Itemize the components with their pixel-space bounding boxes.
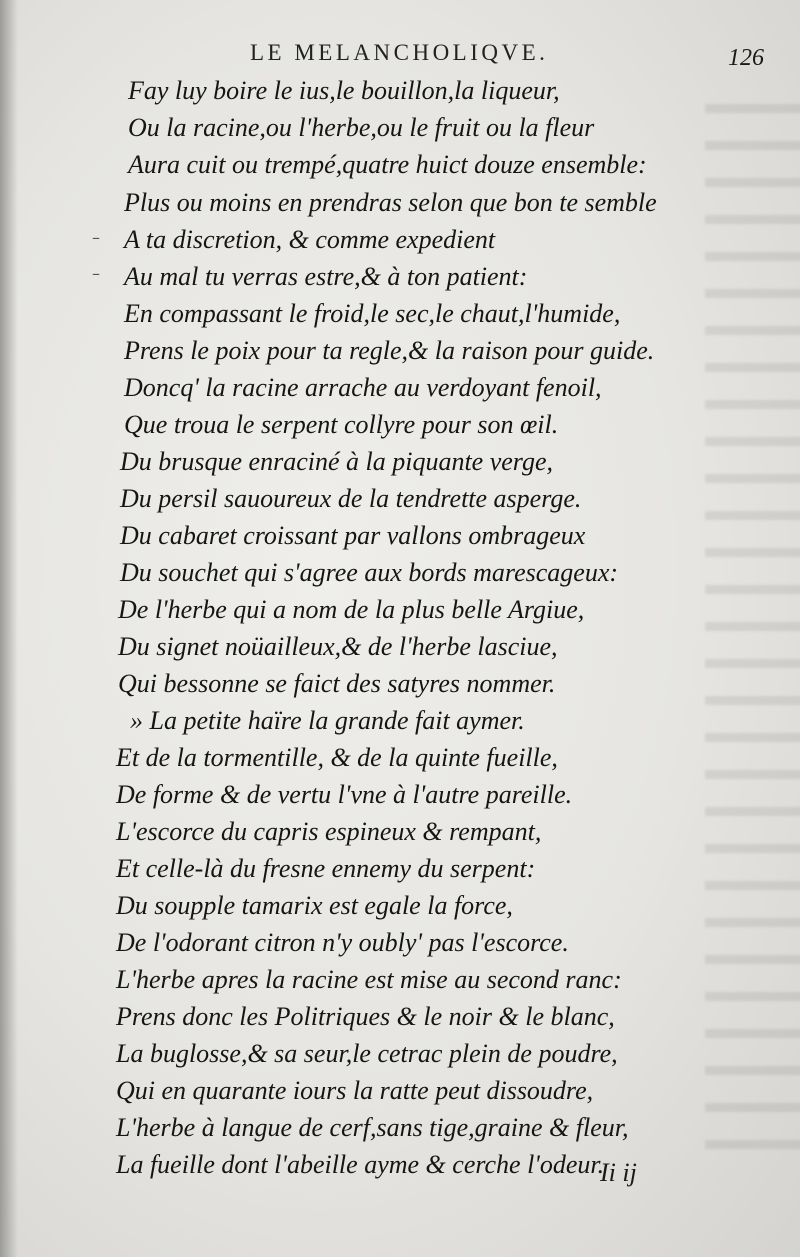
verse-line: Qui bessonne se faict des satyres nommer. xyxy=(118,669,556,698)
show-through-text xyxy=(705,80,800,1160)
verse-line: A ta discretion, & comme expedient xyxy=(124,225,496,254)
verse-line: De l'herbe qui a nom de la plus belle Argiue, xyxy=(118,595,585,624)
verse-line: Du soupple tamarix est egale la force, xyxy=(116,891,513,920)
verse-line: Du signet noüailleux,& de l'herbe lasciue, xyxy=(118,632,558,661)
verse-line: Du brusque enraciné à la piquante verge, xyxy=(120,447,553,476)
verse-line: L'herbe à langue de cerf,sans tige,graine & fleur, xyxy=(116,1113,629,1142)
verse-line: Du souchet qui s'agree aux bords marescageux: xyxy=(120,558,619,587)
verse-line: Du cabaret croissant par vallons ombrageux xyxy=(120,521,586,550)
verse-line: De forme & de vertu l'vne à l'autre pareille. xyxy=(116,780,573,809)
verse-line: La buglosse,& sa seur,le cetrac plein de poudre, xyxy=(116,1039,618,1068)
verse-line: Ou la racine,ou l'herbe,ou le fruit ou la fleur xyxy=(128,113,595,142)
verse-line: Du persil sauoureux de la tendrette asperge. xyxy=(120,484,582,513)
verse-line: Aura cuit ou trempé,quatre huict douze ensemble: xyxy=(128,150,647,179)
verse-line: L'herbe apres la racine est mise au second ranc: xyxy=(116,965,622,994)
running-head: LE MELANCHOLIQVE. xyxy=(250,40,549,65)
signature-mark: Ii ij xyxy=(600,1158,637,1187)
verse-line: Et de la tormentille, & de la quinte fueille, xyxy=(116,743,558,772)
verse-line: L'escorce du capris espineux & rempant, xyxy=(116,817,542,846)
verse-line: Prens le poix pour ta regle,& la raison pour guide. xyxy=(124,336,655,365)
verse-line: Qui en quarante iours la ratte peut dissoudre, xyxy=(116,1076,594,1105)
verse-line: Au mal tu verras estre,& à ton patient: xyxy=(124,262,528,291)
page-number: 126 xyxy=(728,45,764,71)
verse-line: Plus ou moins en prendras selon que bon te semble xyxy=(124,188,657,217)
verse-line: De l'odorant citron n'y oubly' pas l'escorce. xyxy=(116,928,569,957)
verse-line: » La petite haïre la grande fait aymer. xyxy=(130,706,525,735)
gutter-shadow xyxy=(0,0,18,1257)
verse-line: En compassant le froid,le sec,le chaut,l'humide, xyxy=(124,299,621,328)
margin-tick: – xyxy=(92,228,100,247)
margin-tick: – xyxy=(92,264,100,283)
verse-line: Prens donc les Politriques & le noir & le blanc, xyxy=(116,1002,615,1031)
verse-line: Et celle-là du fresne ennemy du serpent: xyxy=(116,854,536,883)
verse-line: Que troua le serpent collyre pour son œil. xyxy=(124,410,559,439)
verse-line: Fay luy boire le ius,le bouillon,la liqueur, xyxy=(128,76,560,105)
verse-line: La fueille dont l'abeille ayme & cerche l'odeur. xyxy=(116,1150,605,1179)
verse-line: Doncq' la racine arrache au verdoyant fenoil, xyxy=(124,373,602,402)
